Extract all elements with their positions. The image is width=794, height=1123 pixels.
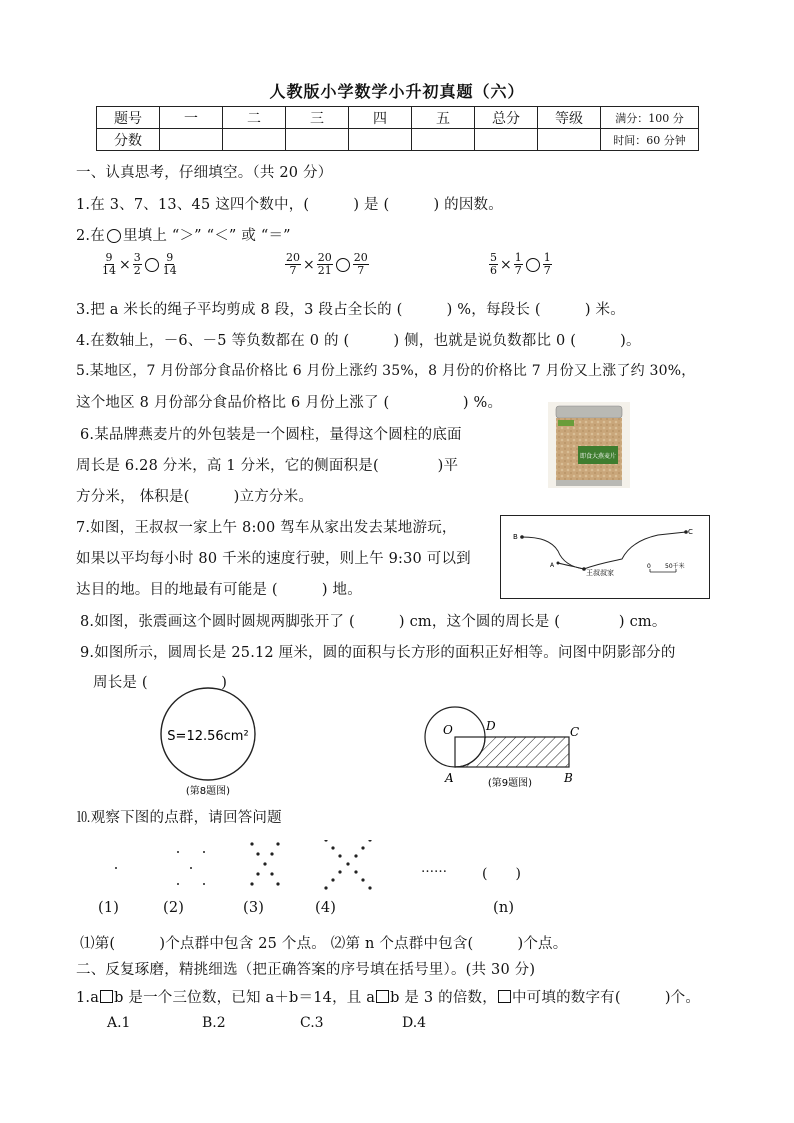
score-header-cell: 总分 [475, 107, 538, 129]
q2-expression-1: $\frac{9}{14}$ × $\frac{3}{2}$ $\frac{9}{14}$ [102, 251, 177, 277]
question-6-line-1: 6.某品牌燕麦片的外包装是一个圆柱，量得这个圆柱的底面 [80, 427, 462, 443]
score-row-label: 分数 [97, 129, 160, 151]
question-9-line-2: 周长是 ( ) [93, 675, 228, 691]
full-marks-cell: 满分：100 分 [601, 107, 699, 129]
dot-label-3: (3) [243, 900, 265, 916]
dot-group-n-blank: ( ) [482, 866, 521, 882]
question-2-suffix: 里填上 “＞” “＜” 或 “＝” [122, 228, 291, 244]
map-scale-zero: 0 [647, 563, 651, 570]
dot-label-2: (2) [163, 900, 185, 916]
oatmeal-label: 即食大燕麦片 [579, 453, 617, 460]
question-7-line-1: 7.如图，王叔叔一家上午 8:00 驾车从家出发去某地游玩， [76, 520, 457, 536]
map-point-b: B [513, 533, 518, 541]
label-a: A [445, 771, 454, 785]
route-map-figure [500, 515, 710, 599]
label-d: D [486, 719, 496, 733]
figure-9-caption: (第9题图) [487, 778, 533, 789]
circle-icon [107, 229, 121, 243]
score-header-cell: 五 [412, 107, 475, 129]
map-point-a: A [550, 562, 555, 569]
map-home-label: 王叔叔家 [586, 569, 614, 577]
question-7-line-2: 如果以平均每小时 80 千米的速度行驶，则上午 9:30 可以到 [76, 551, 471, 567]
score-cell [412, 129, 475, 151]
question-9-line-1: 9.如图所示，圆周长是 25.12 厘米，圆的面积与长方形的面积正好相等。问图中阴影部分的 [80, 645, 676, 661]
option-a: A.1 [107, 1015, 131, 1031]
section2-question-1: 1.a b 是一个三位数，已知 a＋b＝14，且 a b 是 3 的倍数， 中可填的数字有( )个。 [76, 990, 701, 1006]
question-10-subquestions: ⑴第( )个点群中包含 25 个点。 ⑵第 n 个点群中包含( )个点。 [80, 936, 568, 952]
score-header-cell: 二 [223, 107, 286, 129]
score-header-cell: 四 [349, 107, 412, 129]
option-d: D.4 [402, 1015, 427, 1031]
compare-circle-icon[interactable] [145, 258, 159, 272]
square-blank-icon [498, 990, 511, 1003]
dot-label-n: (n) [493, 900, 515, 916]
dot-label-4: (4) [315, 900, 337, 916]
label-c: C [570, 725, 580, 739]
dot-group-3 [250, 842, 279, 885]
figure-8-caption: (第8题图) [185, 786, 231, 797]
score-cell [538, 129, 601, 151]
score-cell [286, 129, 349, 151]
section1-heading: 一、认真思考，仔细填空。（共 20 分） [76, 165, 333, 181]
question-5-line-1: 5.某地区，7 月份部分食品价格比 6 月份上涨约 35%，8 月份的价格比 7 月份又上涨了约 30%， [76, 363, 696, 379]
page-title: 人教版小学数学小升初真题（六） [269, 82, 525, 101]
dot-group-4 [324, 840, 371, 890]
dot-ellipsis: …… [421, 861, 447, 876]
question-4: 4.在数轴上，－6、－5 等负数都在 0 的 ( ) 侧，也就是说负数都比 0 ( )。 [76, 333, 641, 349]
question-2-prefix: 2.在 [76, 228, 105, 244]
score-cell [349, 129, 412, 151]
question-6-line-2: 周长是 6.28 分米，高 1 分米，它的侧面积是( )平 [76, 458, 459, 474]
score-table [96, 106, 699, 151]
dot-label-1: (1) [98, 900, 120, 916]
score-cell [160, 129, 223, 151]
question-2 [76, 224, 291, 245]
circle-area-text: S=12.56cm² [167, 729, 249, 744]
figure-8-circle [158, 686, 268, 798]
question-8: 8.如图，张震画这个圆时圆规两脚张开了 ( ) cm，这个圆的周长是 ( ) cm。 [80, 614, 667, 630]
figure-9-diagram [424, 700, 594, 794]
question-7-line-3: 达目的地。目的地最有可能是 ( ) 地。 [76, 582, 362, 598]
question-1: 1.在 3、7、13、45 这四个数中，( ) 是 ( ) 的因数。 [76, 197, 503, 213]
compare-circle-icon[interactable] [336, 258, 350, 272]
square-blank-icon [100, 990, 113, 1003]
dot-groups-figure [108, 840, 378, 890]
q2-expression-2: $\frac{20}{7}$ × $\frac{20}{21}$ $\frac{20}{7}$ [286, 251, 368, 277]
score-header-cell: 等级 [538, 107, 601, 129]
question-3: 3.把 a 米长的绳子平均剪成 8 段，3 段占全长的 ( ) %，每段长 ( ) 米。 [76, 302, 625, 318]
q2-expression-3: $\frac{5}{6}$ × $\frac{1}{7}$ $\frac{1}{7}$ [490, 251, 551, 277]
question-5-line-2: 这个地区 8 月份部分食品价格比 6 月份上涨了 ( ) %。 [76, 395, 503, 411]
label-o: O [443, 723, 453, 737]
option-b: B.2 [202, 1015, 226, 1031]
map-scale-label: 50千米 [665, 563, 685, 570]
map-point-c: C [688, 528, 693, 536]
score-header-cell: 一 [160, 107, 223, 129]
option-c: C.3 [300, 1015, 324, 1031]
score-cell [475, 129, 538, 151]
label-b: B [564, 771, 573, 785]
dot-group-1 [115, 867, 117, 869]
square-blank-icon [376, 990, 389, 1003]
dot-group-2 [177, 851, 205, 885]
compare-circle-icon[interactable] [526, 258, 540, 272]
oatmeal-can-image [548, 402, 630, 488]
score-cell [223, 129, 286, 151]
question-6-line-3: 方分米， 体积是( )立方分米。 [76, 489, 314, 505]
question-10: ⒑观察下图的点群，请回答问题 [76, 810, 282, 826]
score-header-cell: 三 [286, 107, 349, 129]
time-cell: 时间：60 分钟 [601, 129, 699, 151]
score-header-cell: 题号 [97, 107, 160, 129]
section2-heading: 二、反复琢磨，精挑细选（把正确答案的序号填在括号里）。(共 30 分) [76, 962, 536, 978]
